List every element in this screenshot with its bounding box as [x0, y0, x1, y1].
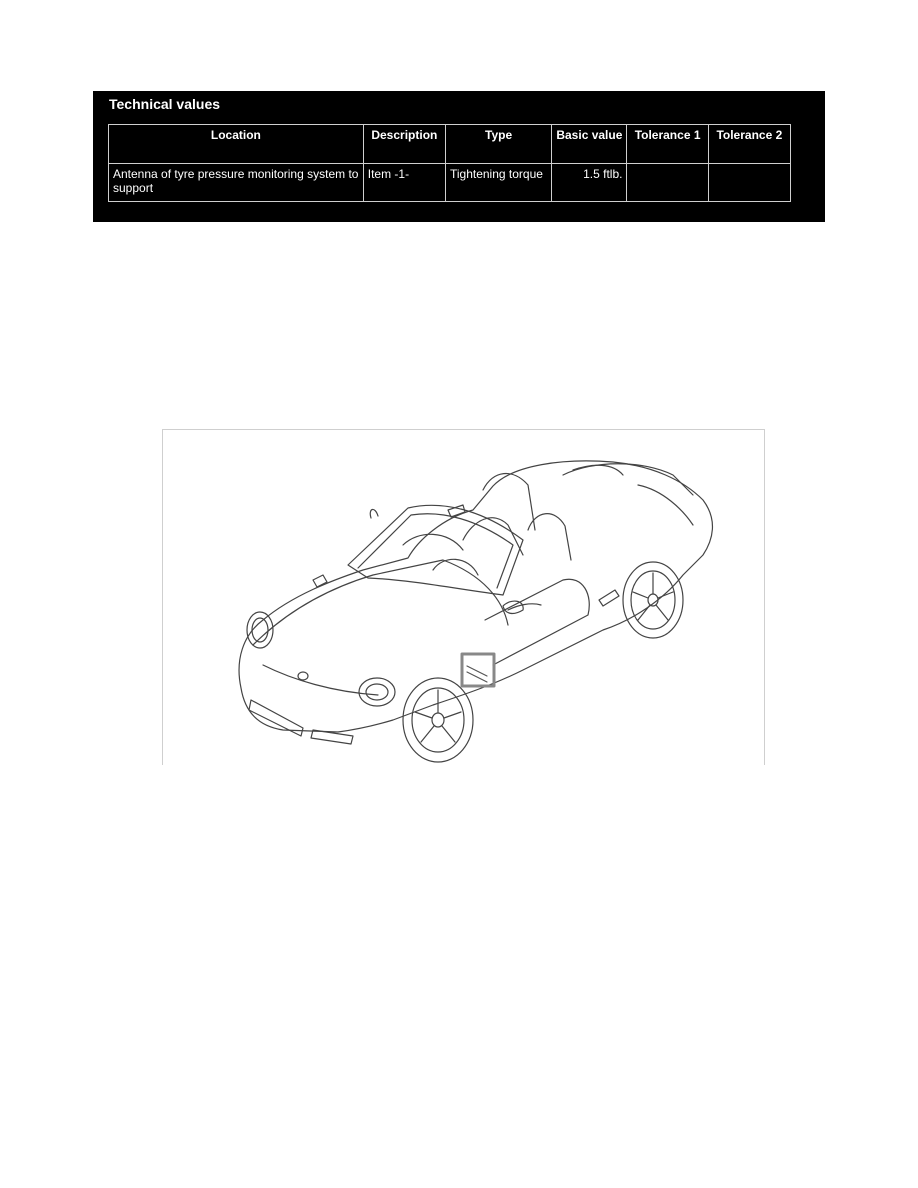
cell-tolerance-2 — [708, 164, 790, 202]
header-type: Type — [445, 125, 551, 164]
header-location: Location — [109, 125, 364, 164]
cell-description: Item -1- — [363, 164, 445, 202]
header-tolerance-2: Tolerance 2 — [708, 125, 790, 164]
table-row — [109, 164, 791, 202]
cell-basic-value: 1.5 ftlb. — [552, 164, 627, 202]
technical-values-title: Technical values — [109, 96, 221, 112]
cell-location: Antenna of tyre pressure monitoring system to support — [109, 164, 364, 202]
header-tolerance-1: Tolerance 1 — [627, 125, 708, 164]
cell-tolerance-1 — [627, 164, 708, 202]
car-line-drawing — [163, 430, 765, 765]
car-illustration-figure — [162, 429, 765, 765]
header-description: Description — [363, 125, 445, 164]
technical-values-panel — [93, 91, 825, 222]
header-basic-value: Basic value — [552, 125, 627, 164]
technical-values-table — [108, 124, 791, 202]
table-header-row — [109, 125, 791, 164]
cell-type: Tightening torque — [445, 164, 551, 202]
